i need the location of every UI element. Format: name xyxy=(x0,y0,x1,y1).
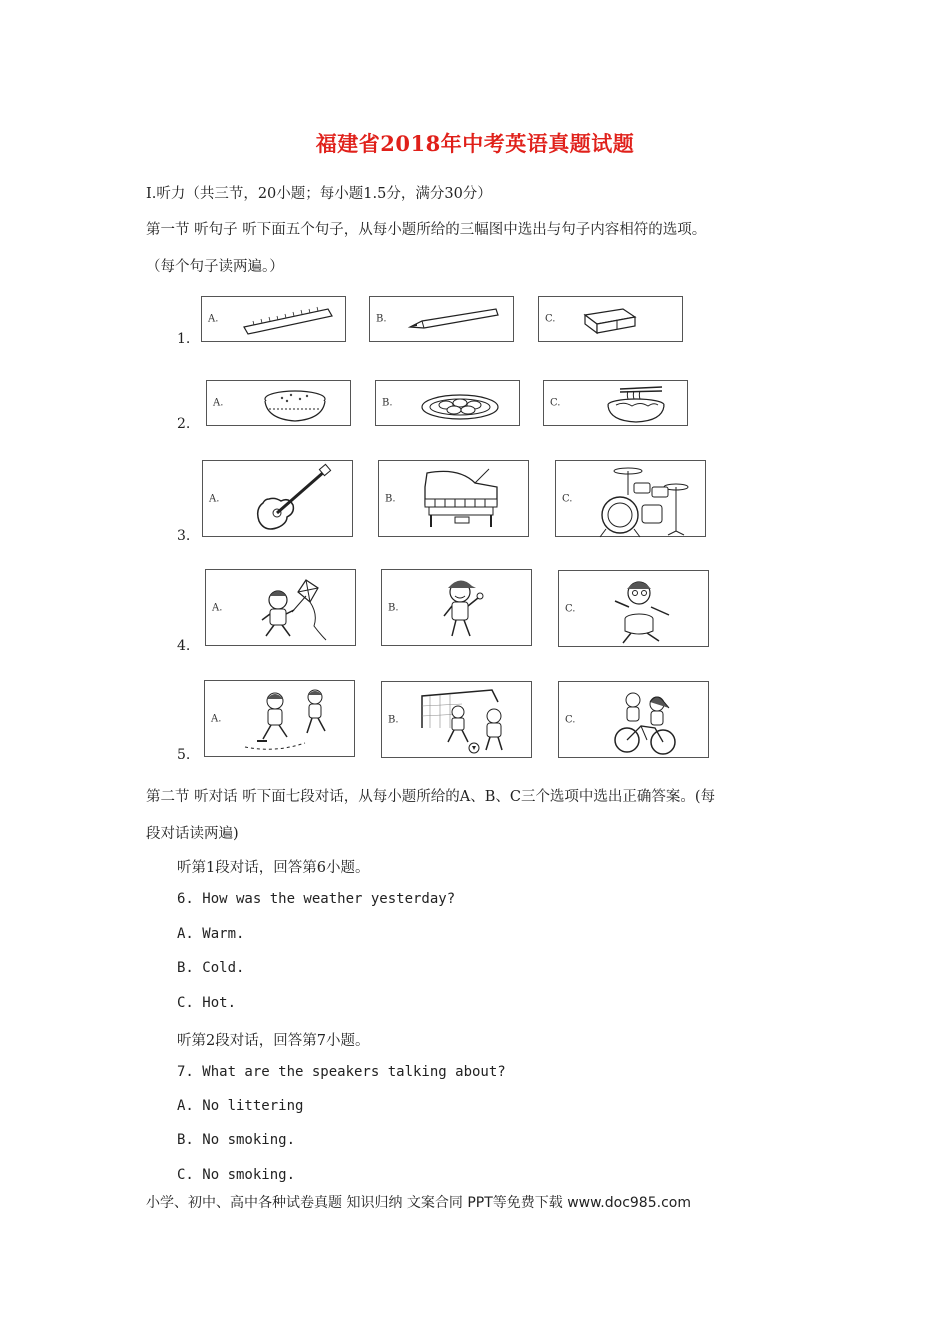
answer-option[interactable]: B. No smoking. xyxy=(177,1132,296,1148)
drums-icon xyxy=(556,461,707,538)
question-number: 2. xyxy=(177,416,191,432)
option-label: A. xyxy=(212,602,223,613)
option-label: B. xyxy=(388,602,399,613)
answer-option[interactable]: A. Warm. xyxy=(177,926,245,942)
option-picture[interactable] xyxy=(375,380,520,426)
option-label: B. xyxy=(382,397,393,409)
option-label: B. xyxy=(376,313,387,325)
noodles-bowl-icon xyxy=(544,381,689,427)
answer-option[interactable]: B. Cold. xyxy=(177,960,245,976)
part2-instruction-note: 段对话读两遍) xyxy=(146,826,239,842)
answer-option[interactable]: A. No littering xyxy=(177,1098,304,1114)
option-picture[interactable] xyxy=(202,460,353,537)
kids-cycling-icon xyxy=(559,682,710,759)
option-picture[interactable] xyxy=(206,380,351,426)
option-label: C. xyxy=(545,313,556,325)
option-picture[interactable] xyxy=(543,380,688,426)
option-label: C. xyxy=(562,493,573,504)
option-picture[interactable] xyxy=(538,296,683,342)
part2-instruction: 第二节 听对话 听下面七段对话，从每小题所给的A、B、C三个选项中选出正确答案。(每 xyxy=(146,789,716,805)
option-picture[interactable] xyxy=(381,681,532,758)
piano-icon xyxy=(379,461,530,538)
kids-soccer-icon xyxy=(382,682,533,759)
question-number: 5. xyxy=(177,747,191,763)
option-picture[interactable] xyxy=(555,460,706,537)
option-label: B. xyxy=(385,493,396,504)
part1-instruction-note: （每个句子读两遍。） xyxy=(146,259,284,275)
kids-skating-icon xyxy=(205,681,356,758)
page-footer: 小学、初中、高中各种试卷真题 知识归纳 文案合同 PPT等免费下载 www.doc985.com xyxy=(146,1195,691,1211)
page-title: 福建省2018年中考英语真题试题 xyxy=(315,131,635,156)
answer-option[interactable]: C. No smoking. xyxy=(177,1167,296,1183)
dumplings-plate-icon xyxy=(376,381,521,427)
rice-bowl-icon xyxy=(207,381,352,427)
dialogue-instruction: 听第1段对话，回答第6小题。 xyxy=(177,860,370,876)
option-picture[interactable] xyxy=(369,296,514,342)
option-label: A. xyxy=(209,493,220,504)
boy-with-drum-icon xyxy=(559,571,710,648)
ruler-icon xyxy=(202,297,347,343)
part1-instruction: 第一节 听句子 听下面五个句子，从每小题所给的三幅图中选出与句子内容相符的选项。 xyxy=(146,222,707,238)
option-label: A. xyxy=(208,313,219,325)
option-label: C. xyxy=(565,714,576,725)
guitar-icon xyxy=(203,461,354,538)
option-picture[interactable] xyxy=(205,569,356,646)
option-label: A. xyxy=(211,713,222,724)
option-picture[interactable] xyxy=(378,460,529,537)
option-label: C. xyxy=(565,603,576,614)
boy-waving-icon xyxy=(382,570,533,647)
section-header: Ⅰ.听力（共三节，20小题；每小题1.5分，满分30分） xyxy=(146,186,492,202)
option-picture[interactable] xyxy=(381,569,532,646)
option-picture[interactable] xyxy=(558,681,709,758)
option-picture[interactable] xyxy=(204,680,355,757)
question-text: 6. How was the weather yesterday? xyxy=(177,891,456,907)
eraser-icon xyxy=(539,297,684,343)
answer-option[interactable]: C. Hot. xyxy=(177,995,237,1011)
question-number: 3. xyxy=(177,528,191,544)
question-number: 4. xyxy=(177,638,191,654)
option-label: A. xyxy=(213,397,224,409)
question-number: 1. xyxy=(177,331,191,347)
pencil-icon xyxy=(370,297,515,343)
question-text: 7. What are the speakers talking about? xyxy=(177,1064,506,1080)
option-picture[interactable] xyxy=(558,570,709,647)
dialogue-instruction: 听第2段对话，回答第7小题。 xyxy=(177,1033,370,1049)
option-picture[interactable] xyxy=(201,296,346,342)
boy-flying-kite-icon xyxy=(206,570,357,647)
option-label: B. xyxy=(388,714,399,725)
option-label: C. xyxy=(550,397,561,409)
